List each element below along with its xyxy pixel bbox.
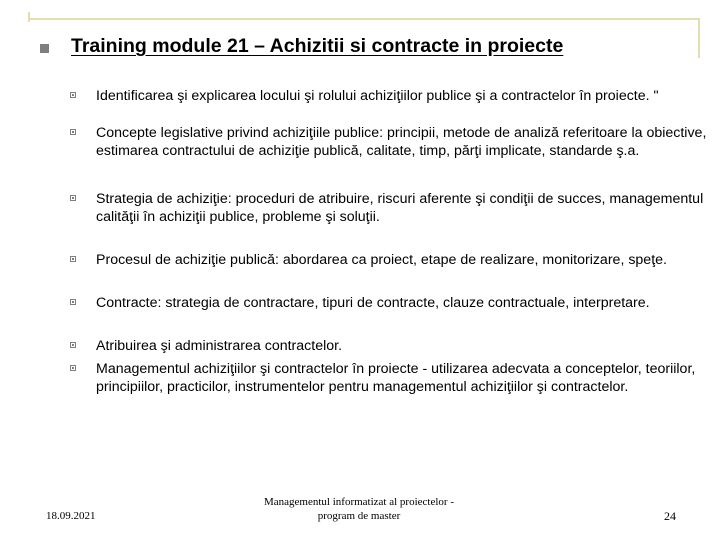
hollow-square-bullet-icon — [70, 92, 76, 98]
footer-date: 18.09.2021 — [46, 510, 96, 522]
hollow-square-bullet-icon — [70, 129, 76, 135]
footer-caption — [246, 495, 472, 523]
frame-left-tick — [28, 12, 30, 22]
hollow-square-bullet-icon — [70, 365, 76, 371]
square-bullet-icon — [40, 44, 49, 53]
list-item-text: Managementul achiziţiilor şi contractelor în proiecte - utilizarea adecvata a conceptelor, teoriilor, principiilor, practicilor, instrumentelor pentru managementul achiziţiilor şi contractelor. — [96, 361, 696, 396]
hollow-square-bullet-icon — [70, 256, 76, 262]
list-item-text: Procesul de achiziţie publică: abordarea ca proiect, etape de realizare, monitorizare, speţe. — [96, 252, 667, 268]
hollow-square-bullet-icon — [70, 342, 76, 348]
frame-top-line — [28, 18, 700, 20]
list-item-text: Concepte legislative privind achiziţiile publice: principii, metode de analiză referitoare la obiective, estimarea contractului de achiziţie publică, calitate, timp, părţi implicate, standarde ş.a. — [96, 125, 707, 160]
footer-caption-line: program de master — [317, 510, 401, 522]
hollow-square-bullet-icon — [70, 299, 76, 305]
page-number: 24 — [664, 509, 676, 523]
list-item-text: Atribuirea şi administrarea contractelor. — [96, 338, 343, 354]
footer-caption-line: Managementul informatizat al proiectelor - — [264, 496, 454, 508]
slide-title: Training module 21 – Achizitii si contracte in proiecte — [71, 35, 564, 57]
list-item-text: Identificarea şi explicarea locului şi rolului achiziţiilor publice şi a contractelor în proiecte. " — [96, 88, 659, 104]
slide-title-row — [36, 35, 696, 61]
list-item-text: Contracte: strategia de contractare, tipuri de contracte, clauze contractuale, interpretare. — [96, 295, 650, 311]
hollow-square-bullet-icon — [70, 195, 76, 201]
list-item-text: Strategia de achiziţie: proceduri de atribuire, riscuri aferente şi condiţii de succes, managementul calităţii în achiziţii publice, probleme şi soluţii. — [96, 191, 704, 226]
frame-right-line — [698, 18, 700, 58]
